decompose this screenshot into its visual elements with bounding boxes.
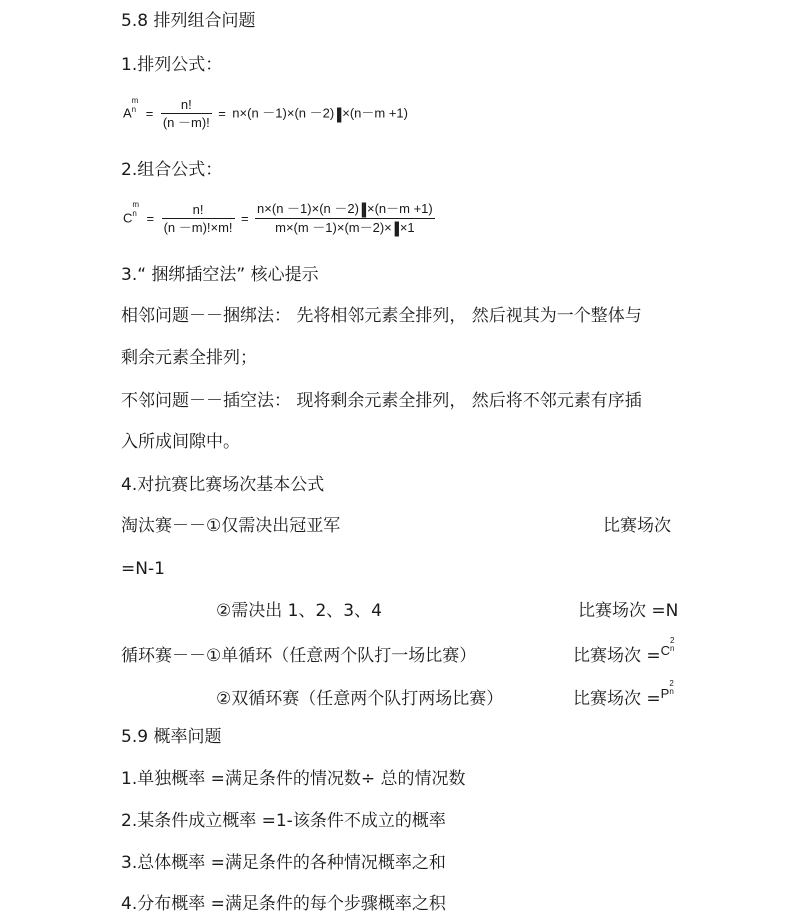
comb-num2-ellipsis: ||| xyxy=(360,199,365,218)
perm-eq: = xyxy=(145,105,154,121)
perm-denominator: (n －m)! xyxy=(162,115,210,130)
comb-denominator-2 xyxy=(255,218,435,237)
probability-item-2: 2.某条件成立概率 =1-该条件不成立的概率 xyxy=(121,811,446,831)
comb-fraction-1 xyxy=(162,201,235,236)
comb-eq: = xyxy=(146,210,155,226)
knockout-2-count: 比赛场次 =N xyxy=(578,601,679,621)
adjacent-rule-line-1: 相邻问题－－捆绑法： 先将相邻元素全排列， 然后视其为一个整体与 xyxy=(121,306,642,326)
section-5-9-title: 5.9 概率问题 xyxy=(121,727,222,747)
comb-den2-ellipsis: ||| xyxy=(393,218,398,237)
double-round-robin-sup: 2 xyxy=(669,679,674,688)
nonadjacent-rule-line-1: 不邻问题－－插空法： 现将剩余元素全排列， 然后将不邻元素有序插 xyxy=(121,391,642,411)
comb-sup: m xyxy=(132,200,140,209)
section-5-8-title: 5.8 排列组合问题 xyxy=(121,11,256,31)
knockout-2-label: ②需决出 1、2、3、4 xyxy=(216,601,382,621)
round-robin-count-text: 比赛场次 = xyxy=(573,646,661,666)
probability-item-1: 1.单独概率 =满足条件的情况数÷ 总的情况数 xyxy=(121,769,466,789)
probability-item-3: 3.总体概率 =满足条件的各种情况概率之和 xyxy=(121,853,446,873)
knockout-label: 淘汰赛－－①仅需决出冠亚军 xyxy=(121,516,341,536)
probability-item-4: 4.分布概率 =满足条件的每个步骤概率之积 xyxy=(121,894,446,914)
comb-den2-b: ×1 xyxy=(399,220,415,235)
round-robin-count xyxy=(573,636,675,668)
perm-fraction xyxy=(161,96,212,131)
comb-fraction-2 xyxy=(255,200,435,237)
knockout-count-label: 比赛场次 xyxy=(603,516,671,536)
combination-heading: 2.组合公式： xyxy=(121,160,223,180)
knockout-count-value: =N-1 xyxy=(121,559,165,579)
nonadjacent-rule-line-2: 入所成间隙中。 xyxy=(121,432,240,452)
comb-num2-b: ×(n－m +1) xyxy=(367,201,433,216)
combination-formula xyxy=(123,200,435,237)
round-robin-label: 循环赛－－①单循环（任意两个队打一场比赛） xyxy=(121,646,477,666)
perm-symbol: A xyxy=(123,105,132,121)
perm-sup: m xyxy=(131,96,139,105)
comb-num2-a: n×(n －1)×(n －2) xyxy=(257,201,359,216)
permutation-heading: 1.排列公式： xyxy=(121,55,223,75)
perm-sub: n xyxy=(131,105,137,114)
match-heading: 4.对抗赛比赛场次基本公式 xyxy=(121,475,325,495)
comb-eq2: = xyxy=(241,210,249,226)
comb-sub: n xyxy=(132,209,137,218)
adjacent-rule-line-2: 剩余元素全排列； xyxy=(121,348,257,368)
comb-den2-a: m×(m －1)×(m－2)× xyxy=(275,220,392,235)
comb-numerator-2 xyxy=(255,200,435,218)
double-round-robin-symbol: P xyxy=(660,686,670,701)
round-robin-symbol: C xyxy=(660,643,671,658)
perm-tail: ×(n－m +1) xyxy=(342,105,408,121)
perm-ellipsis: ||| xyxy=(336,104,341,123)
comb-numerator-1: n! xyxy=(192,202,204,217)
comb-symbol: C xyxy=(123,210,133,226)
permutation-formula xyxy=(123,96,408,131)
perm-expansion: n×(n －1)×(n －2) xyxy=(232,105,335,121)
round-robin-sub: n xyxy=(670,644,675,653)
perm-eq2: = xyxy=(218,105,226,121)
double-round-robin-count xyxy=(573,679,674,711)
perm-numerator: n! xyxy=(180,97,192,112)
round-robin-sup: 2 xyxy=(670,636,675,645)
comb-denominator-1: (n －m)!×m! xyxy=(163,220,233,235)
double-round-robin-count-text: 比赛场次 = xyxy=(573,689,661,709)
double-round-robin-label: ②双循环赛（任意两个队打两场比赛） xyxy=(216,689,504,709)
tip-heading: 3.“ 捆绑插空法” 核心提示 xyxy=(121,265,319,285)
double-round-robin-sub: n xyxy=(669,687,674,696)
